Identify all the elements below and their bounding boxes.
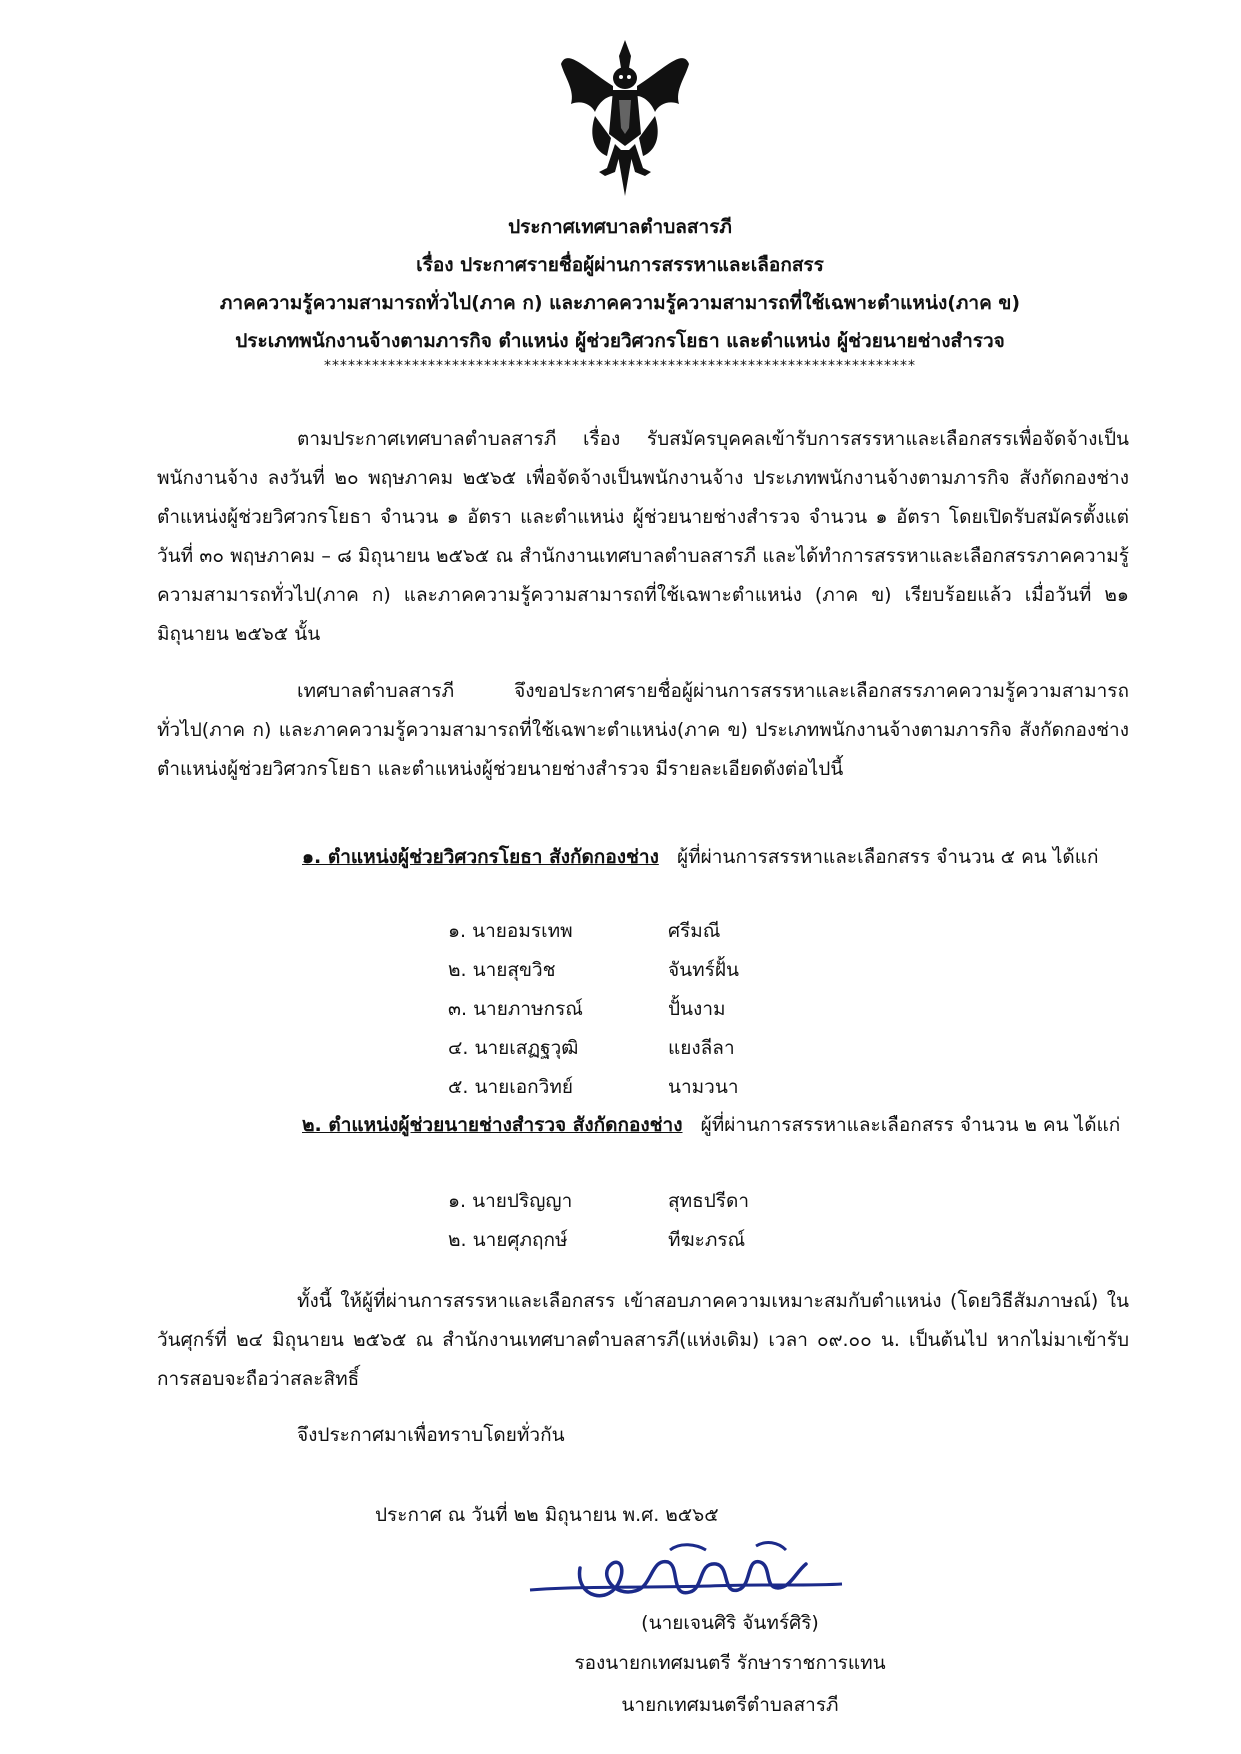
signer-position-2: นายกเทศมนตรีตำบลสารภี — [621, 1694, 839, 1716]
announcement-subject-line-4: ประเภทพนักงานจ้างตามภารกิจ ตำแหน่ง ผู้ช่วยวิศวกรโยธา และตำแหน่ง ผู้ช่วยนายช่างสำรวจ — [235, 330, 1005, 352]
name-row — [448, 1068, 868, 1107]
first-name: ๒. นายศุภฤกษ์ — [448, 1229, 568, 1251]
section-1-tail: ผู้ที่ผ่านการสรรหาและเลือกสรร จำนวน ๕ คน ได้แก่ — [676, 846, 1099, 868]
garuda-emblem-icon — [555, 38, 695, 198]
name-row — [448, 1182, 868, 1221]
section-2-title: ๒. ตำแหน่งผู้ช่วยนายช่างสำรวจ สังกัดกองช่าง — [302, 1114, 683, 1136]
announcement-subject-line-3: ภาคความรู้ความสามารถทั่วไป(ภาค ก) และภาคความรู้ความสามารถที่ใช้เฉพาะตำแหน่ง(ภาค ข) — [219, 292, 1021, 314]
section-2-heading — [157, 1106, 1129, 1145]
section-2-name-list — [448, 1182, 868, 1260]
last-name: สุทธปรีดา — [668, 1190, 749, 1212]
paragraph-background: ตามประกาศเทศบาลตำบลสารภี เรื่อง รับสมัครบุคคลเข้ารับการสรรหาและเลือกสรรเพื่อจัดจ้างเป็นพนักงานจ้าง ลงวันที่ ๒๐ พฤษภาคม ๒๕๖๕ เพื่อจัดจ้างเป็นพนักงานจ้าง ประเภทพนักงานจ้างตามภารกิจ สังกัดกองช่าง ตำแหน่งผู้ช่วยวิศวกรโยธา จำนวน ๑ อัตรา และตำแหน่ง ผู้ช่วยนายช่างสำรวจ จำนวน ๑ อัตรา โดยเปิดรับสมัครตั้งแต่วันที่ ๓๐ พฤษภาคม – ๘ มิถุนายน ๒๕๖๕ ณ สำนักงานเทศบาลตำบลสารภี และได้ทำการสรรหาและเลือกสรรภาคความรู้ความสามารถทั่วไป(ภาค ก) และภาคความรู้ความสามารถที่ใช้เฉพาะตำแหน่ง (ภาค ข) เรียบร้อยแล้ว เมื่อวันที่ ๒๑ มิถุนายน ๒๕๖๕ นั้น — [157, 428, 1129, 645]
first-name: ๕. นายเอกวิทย์ — [448, 1076, 573, 1098]
first-name: ๔. นายเสฏฐวุฒิ — [448, 1037, 579, 1059]
name-row — [448, 990, 868, 1029]
first-name: ๒. นายสุขวิช — [448, 959, 556, 981]
last-name: นามวนา — [668, 1076, 739, 1098]
star-divider: ************************************************************************** — [324, 358, 916, 374]
paragraph-closing: จึงประกาศมาเพื่อทราบโดยทั่วกัน — [297, 1424, 565, 1446]
signer-name: (นายเจนศิริ จันทร์ศิริ) — [641, 1612, 819, 1634]
announcement-date: ประกาศ ณ วันที่ ๒๒ มิถุนายน พ.ศ. ๒๕๖๕ — [375, 1504, 719, 1526]
section-2-tail: ผู้ที่ผ่านการสรรหาและเลือกสรร จำนวน ๒ คน ได้แก่ — [700, 1114, 1121, 1136]
first-name: ๑. นายปริญญา — [448, 1190, 573, 1212]
paragraph-announcement: เทศบาลตำบลสารภี จึงขอประกาศรายชื่อผู้ผ่านการสรรหาและเลือกสรรภาคความรู้ความสามารถทั่วไป(ภาค ก) และภาคความรู้ความสามารถที่ใช้เฉพาะตำแหน่ง(ภาค ข) ประเภทพนักงานจ้างตามภารกิจ สังกัดกองช่าง ตำแหน่งผู้ช่วยวิศวกรโยธา และตำแหน่งผู้ช่วยนายช่างสำรวจ มีรายละเอียดดังต่อไปนี้ — [157, 680, 1129, 780]
last-name: แยงลีลา — [668, 1037, 735, 1059]
announcement-subject: เรื่อง ประกาศรายชื่อผู้ผ่านการสรรหาและเลือกสรร — [416, 254, 824, 276]
signer-position: รองนายกเทศมนตรี รักษาราชการแทน — [574, 1652, 886, 1674]
name-row — [448, 951, 868, 990]
section-1-title: ๑. ตำแหน่งผู้ช่วยวิศวกรโยธา สังกัดกองช่าง — [302, 846, 659, 868]
paragraph-interview-notice: ทั้งนี้ ให้ผู้ที่ผ่านการสรรหาและเลือกสรร เข้าสอบภาคความเหมาะสมกับตำแหน่ง (โดยวิธีสัมภาษณ์) ในวันศุกร์ที่ ๒๔ มิถุนายน ๒๕๖๕ ณ สำนักงานเทศบาลตำบลสารภี(แห่งเดิม) เวลา ๐๙.๐๐ น. เป็นต้นไป หากไม่มาเข้ารับการสอบจะถือว่าสละสิทธิ์ — [157, 1290, 1129, 1390]
name-row — [448, 1029, 868, 1068]
last-name: จันทร์ฝั้น — [668, 959, 739, 981]
name-row — [448, 912, 868, 951]
first-name: ๓. นายภาษกรณ์ — [448, 998, 583, 1020]
last-name: ศรีมณี — [668, 920, 721, 942]
section-1-name-list — [448, 912, 868, 1107]
handwritten-signature — [520, 1528, 850, 1618]
first-name: ๑. นายอมรเทพ — [448, 920, 573, 942]
last-name: ปั้นงาม — [668, 998, 726, 1020]
announcement-title: ประกาศเทศบาลตำบลสารภี — [508, 216, 732, 238]
section-1-heading — [157, 838, 1129, 877]
name-row — [448, 1221, 868, 1260]
last-name: ทีฆะภรณ์ — [668, 1229, 746, 1251]
